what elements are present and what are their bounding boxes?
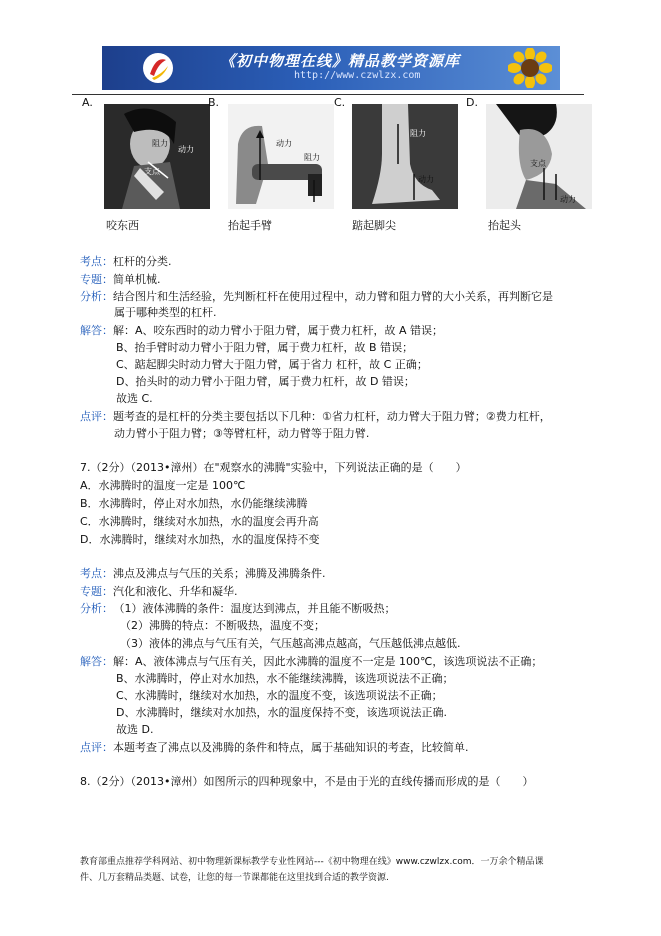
q6-zhuanti: 简单机械. (113, 273, 161, 286)
label-c-dongli: 动力 (418, 175, 434, 184)
option-b-letter: B. (208, 96, 220, 109)
option-a-letter: A. (82, 96, 93, 109)
site-logo-icon (142, 52, 174, 84)
photo-biting (104, 104, 210, 209)
q7-choice-d: D．水沸腾时，继续对水加热，水的温度保持不变 (80, 533, 320, 546)
label-a-dongli: 动力 (178, 145, 194, 154)
label-b-dongli: 动力 (276, 139, 292, 148)
q6-fenxi-label: 分析： (80, 290, 113, 303)
caption-c: 踮起脚尖 (352, 219, 396, 232)
caption-b: 抬起手臂 (228, 219, 272, 232)
q6-fenxi-1: 结合图片和生活经验，先判断杠杆在使用过程中，动力臂和阻力臂的大小关系，再判断它是 (113, 290, 553, 303)
label-a-zuli: 阻力 (152, 139, 168, 148)
q7-jieda-4: 故选 D. (116, 723, 154, 736)
q7-jieda-2: C、水沸腾时，继续对水加热，水的温度不变，该选项说法不正确； (116, 689, 443, 702)
q6-fenxi-2: 属于哪种类型的杠杆. (114, 306, 217, 319)
header-rule (72, 94, 584, 95)
page-footer (80, 854, 600, 886)
q6-jieda-2: C、踮起脚尖时动力臂大于阻力臂，属于省力 杠杆，故 C 正确； (116, 358, 428, 371)
q6-dianping-2: 动力臂小于阻力臂；③等臂杠杆，动力臂等于阻力臂. (114, 427, 370, 440)
q7-fenxi-1: （2）沸腾的特点：不断吸热，温度不变； (120, 619, 325, 632)
q7-kaodian: 沸点及沸点与气压的关系；沸腾及沸腾条件. (113, 567, 326, 580)
q8-stem: 8.（2分）（2013•漳州）如图所示的四种现象中，不是由于光的直线传播而形成的是（ ） (80, 775, 534, 788)
banner-url: http://www.czwlzx.com (294, 70, 421, 81)
label-c-zuli: 阻力 (410, 129, 426, 138)
q6-zhuanti-label: 专题： (80, 273, 113, 286)
q7-jieda-3: D、水沸腾时，继续对水加热，水的温度保持不变，该选项说法正确. (116, 706, 447, 719)
caption-d: 抬起头 (488, 219, 521, 232)
photo-head (486, 104, 592, 209)
sunflower-icon (508, 48, 552, 88)
q7-choice-c: C．水沸腾时，继续对水加热，水的温度会再升高 (80, 515, 319, 528)
q7-fenxi-2: （3）液体的沸点与气压有关，气压越高沸点越高，气压越低沸点越低. (120, 637, 461, 650)
q7-fenxi-0: （1）液体沸腾的条件：温度达到沸点，并且能不断吸热； (119, 602, 396, 615)
q6-kaodian: 杠杆的分类. (113, 255, 172, 268)
label-a-zhidian: 支点 (144, 167, 160, 176)
q7-jieda-1: B、水沸腾时，停止对水加热，水不能继续沸腾，该选项说法不正确； (116, 672, 454, 685)
footer-line-1: 教育部重点推荐学科网站、初中物理新课标教学专业性网站---《初中物理在线》www.czwlzx.com．一万余个精品课 (80, 857, 544, 867)
q7-choice-a: A．水沸腾时的温度一定是 100℃ (80, 479, 246, 492)
photo-tiptoe (352, 104, 458, 209)
banner-title: 《初中物理在线》精品教学资源库 (220, 52, 461, 70)
q7-dianping-label: 点评： (80, 741, 113, 754)
q6-dianping-label: 点评： (80, 410, 113, 423)
q6-jieda-3: D、抬头时的动力臂小于阻力臂，属于费力杠杆，故 D 错误； (116, 375, 415, 388)
footer-line-2: 件、几万套精品类题、试卷，让您的每一节课都能在这里找到合适的教学资源. (80, 873, 389, 883)
option-d-letter: D. (466, 96, 478, 109)
q7-jieda-0: 解：A、液体沸点与气压有关，因此水沸腾的温度不一定是 100℃，该选项说法不正确； (113, 655, 543, 668)
q7-jieda-label: 解答： (80, 655, 113, 668)
q7-dianping: 本题考查了沸点以及沸腾的条件和特点，属于基础知识的考查，比较简单. (113, 741, 469, 754)
q6-jieda-4: 故选 C. (116, 392, 153, 405)
q7-zhuanti: 汽化和液化、升华和凝华. (113, 585, 238, 598)
label-d-dongli: 动力 (560, 195, 576, 204)
header-banner (102, 46, 560, 90)
q6-kaodian-label: 考点： (80, 255, 113, 268)
label-b-zuli: 阻力 (304, 153, 320, 162)
label-d-zhidian: 支点 (530, 159, 546, 168)
q7-fenxi-label: 分析： (80, 602, 113, 615)
q7-zhuanti-label: 专题： (80, 585, 113, 598)
q6-jieda-0: 解：A、咬东西时的动力臂小于阻力臂，属于费力杠杆，故 A 错误； (113, 324, 444, 337)
q7-stem: 7.（2分）（2013•漳州）在"观察水的沸腾"实验中，下列说法正确的是（ ） (80, 461, 467, 474)
photo-arm (228, 104, 334, 209)
q7-kaodian-label: 考点： (80, 567, 113, 580)
q6-jieda-1: B、抬手臂时动力臂小于阻力臂，属于费力杠杆，故 B 错误； (116, 341, 414, 354)
q6-jieda-label: 解答： (80, 324, 113, 337)
q6-dianping-1: 题考查的是杠杆的分类主要包括以下几种：①省力杠杆，动力臂大于阻力臂；②费力杠杆， (113, 410, 551, 423)
option-c-letter: C. (334, 96, 346, 109)
q7-choice-b: B．水沸腾时，停止对水加热，水仍能继续沸腾 (80, 497, 308, 510)
caption-a: 咬东西 (106, 219, 139, 232)
